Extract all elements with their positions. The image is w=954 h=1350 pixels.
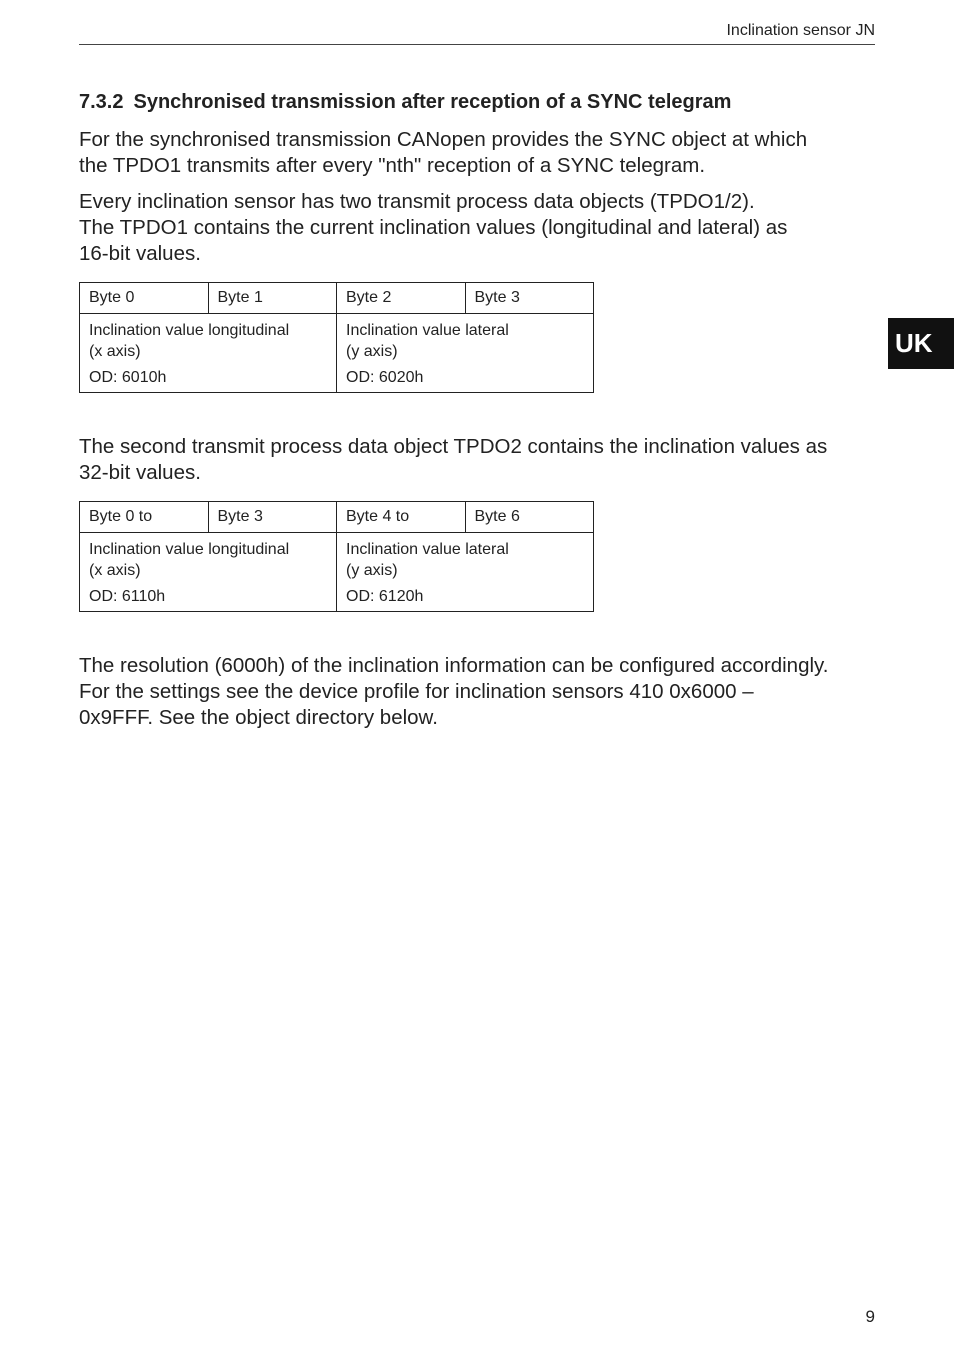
- object-dictionary-index: OD: 6120h: [346, 588, 424, 605]
- paragraph-line: 32-bit values.: [79, 461, 201, 484]
- cell-label: Inclination value longitudinal: [89, 541, 290, 558]
- paragraph-sync-intro: [79, 127, 879, 179]
- paragraph-line: the TPDO1 transmits after every "nth" reception of a SYNC telegram.: [79, 154, 706, 177]
- cell-axis: (x axis): [89, 562, 141, 579]
- longitudinal-value-cell: [80, 314, 337, 393]
- object-dictionary-index: OD: 6010h: [89, 369, 167, 386]
- byte-header-cell: Byte 4 to: [337, 502, 466, 533]
- longitudinal-value-cell: [80, 533, 337, 612]
- table-header-row: [80, 502, 594, 533]
- section-heading: [79, 91, 731, 114]
- object-dictionary-index: OD: 6020h: [346, 369, 424, 386]
- language-tab: UK: [888, 318, 954, 369]
- byte-header-cell: Byte 0 to: [80, 502, 209, 533]
- paragraph-resolution: [79, 653, 879, 731]
- byte-header-cell: Byte 3: [465, 283, 594, 314]
- cell-axis: (x axis): [89, 343, 141, 360]
- table-header-row: [80, 283, 594, 314]
- page-number: 9: [865, 1307, 875, 1326]
- header-divider: [79, 44, 875, 45]
- paragraph-line: For the synchronised transmission CANopen provides the SYNC object at which: [79, 128, 808, 151]
- paragraph-line: 0x9FFF. See the object directory below.: [79, 706, 438, 729]
- byte-header-cell: Byte 6: [465, 502, 594, 533]
- paragraph-tpdo-overview: [79, 189, 879, 267]
- paragraph-line: Every inclination sensor has two transmit process data objects (TPDO1/2).: [79, 190, 755, 213]
- tpdo1-byte-table: [79, 282, 594, 393]
- paragraph-line: The TPDO1 contains the current inclination values (longitudinal and lateral) as: [79, 216, 788, 239]
- cell-axis: (y axis): [346, 562, 398, 579]
- object-dictionary-index: OD: 6110h: [89, 588, 166, 605]
- table-body-row: [80, 533, 594, 612]
- paragraph-line: The resolution (6000h) of the inclination information can be configured accordingly.: [79, 654, 829, 677]
- cell-label: Inclination value lateral: [346, 541, 509, 558]
- byte-header-cell: Byte 1: [208, 283, 337, 314]
- paragraph-line: 16-bit values.: [79, 242, 201, 265]
- cell-label: Inclination value lateral: [346, 322, 509, 339]
- byte-header-cell: Byte 3: [208, 502, 337, 533]
- section-title: Synchronised transmission after reception of a SYNC telegram: [133, 91, 732, 113]
- paragraph-tpdo2: [79, 434, 879, 486]
- table-body-row: [80, 314, 594, 393]
- byte-header-cell: Byte 0: [80, 283, 209, 314]
- tpdo2-byte-table: [79, 501, 594, 612]
- lateral-value-cell: [337, 314, 594, 393]
- section-number: 7.3.2: [79, 91, 124, 113]
- running-header: Inclination sensor JN: [726, 22, 875, 39]
- cell-axis: (y axis): [346, 343, 398, 360]
- paragraph-line: The second transmit process data object TPDO2 contains the inclination values as: [79, 435, 828, 458]
- cell-label: Inclination value longitudinal: [89, 322, 290, 339]
- lateral-value-cell: [337, 533, 594, 612]
- byte-header-cell: Byte 2: [337, 283, 466, 314]
- paragraph-line: For the settings see the device profile for inclination sensors 410 0x6000 –: [79, 680, 754, 703]
